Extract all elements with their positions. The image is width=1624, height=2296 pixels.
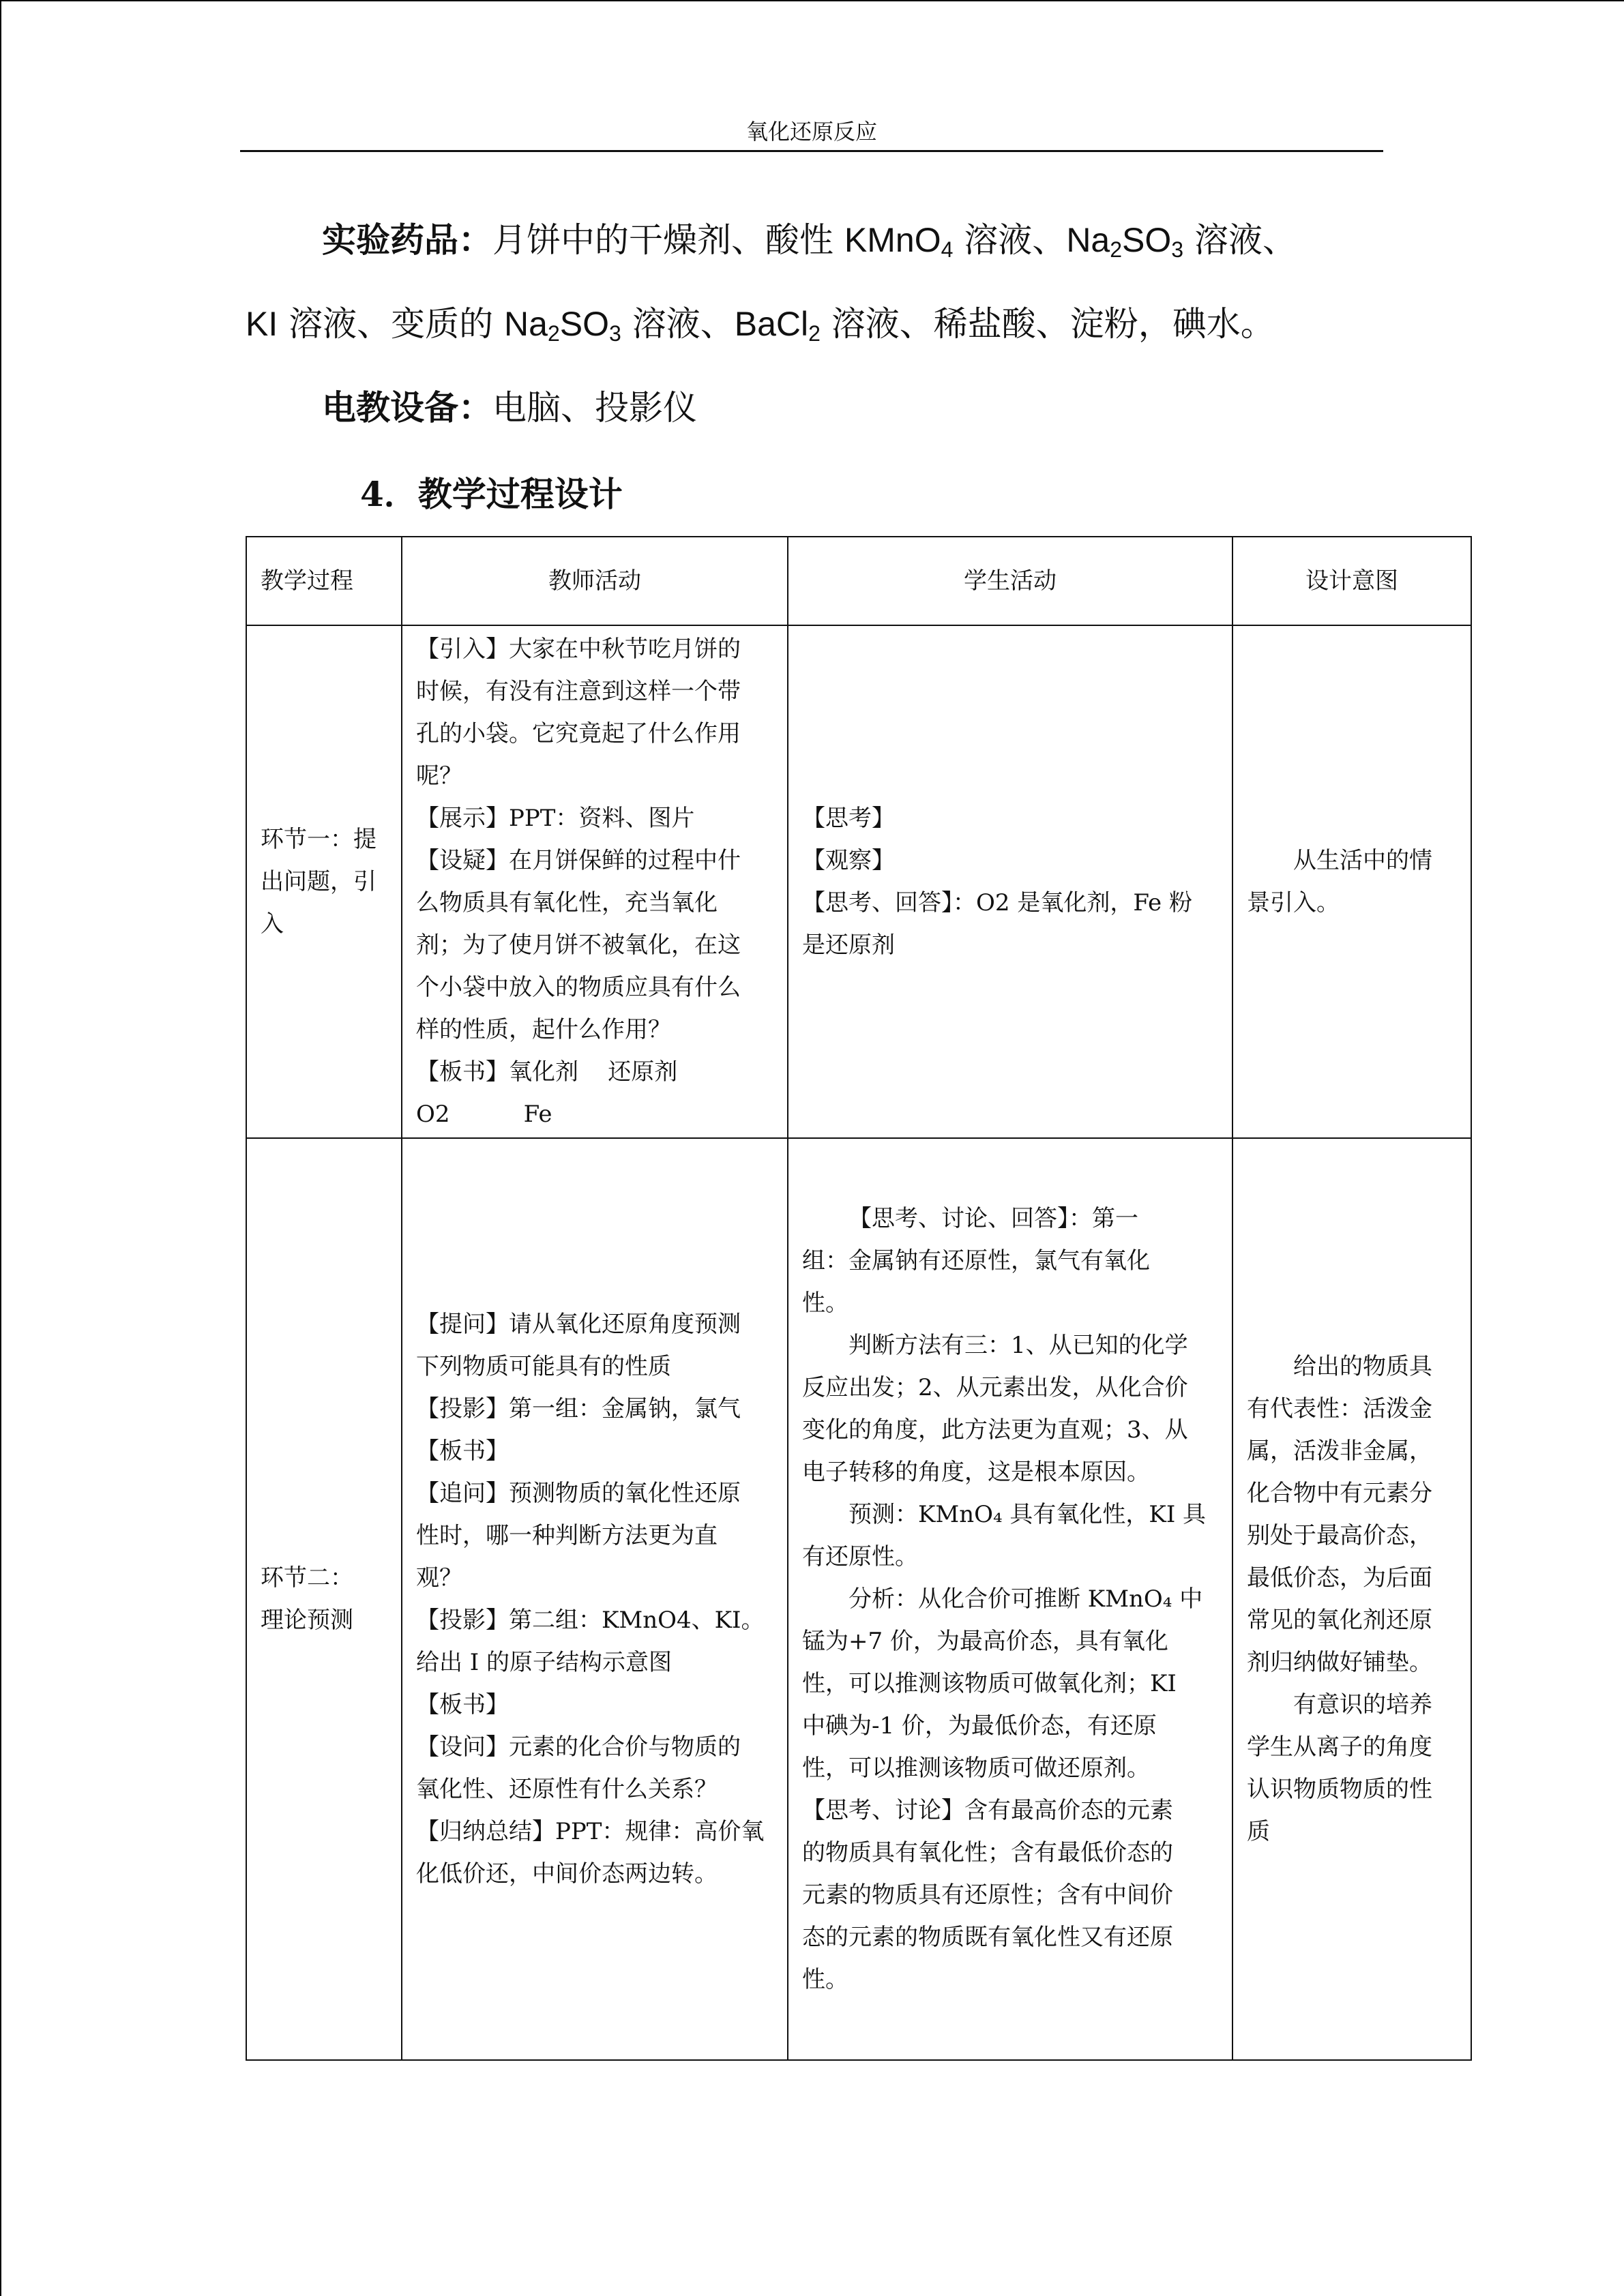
cell-line: 认识物质物质的性: [1247, 1776, 1432, 1803]
cell-line: O2 Fe: [416, 1101, 552, 1128]
section-title: 4．教学过程设计: [360, 474, 623, 514]
formula-sub: 2: [1110, 237, 1123, 262]
cell-line: 化合物中有元素分: [1247, 1480, 1432, 1507]
design-intent-cell: [1232, 1138, 1471, 2060]
cell-line: 中碘为-1 价，为最低价态，有还原: [802, 1712, 1157, 1740]
materials-text: 溶液、稀盐酸、淀粉，碘水。: [820, 304, 1275, 344]
formula-sub: 2: [547, 321, 560, 346]
cell-line: 组：金属钠有还原性，氯气有氧化: [802, 1247, 1150, 1274]
header-cell-student: 学生活动: [788, 537, 1232, 625]
formula-na2so3: Na: [504, 305, 548, 343]
header-cell-stage: 教学过程: [246, 537, 402, 625]
cell-line: 化低价还，中间价态两边转。: [416, 1860, 718, 1888]
equipment-label: 电教设备：: [322, 387, 492, 428]
cell-line: 性时，哪一种判断方法更为直: [416, 1522, 718, 1549]
cell-line: 给出 I 的原子结构示意图: [416, 1649, 673, 1676]
cell-line: 氧化性、还原性有什么关系？: [416, 1776, 718, 1803]
cell-line: 有代表性：活泼金: [1247, 1395, 1432, 1422]
page-border-top: [0, 0, 1624, 1]
cell-line: 剂归纳做好铺垫。: [1247, 1649, 1432, 1676]
formula-kmno4: KMnO: [844, 221, 941, 259]
cell-line: 锰为+7 价，为最高价态，具有氧化: [802, 1628, 1168, 1655]
cell-line: 出问题，引: [261, 868, 377, 895]
formula-na2so3: SO: [1122, 221, 1172, 259]
materials-text: 溶液、: [953, 220, 1067, 260]
formula-na2so3: Na: [1066, 221, 1110, 259]
cell-line: 属，活泼非金属，: [1247, 1437, 1432, 1465]
cell-line: 性。: [802, 1966, 848, 1993]
formula-bacl2: BaCl: [734, 305, 809, 343]
cell-line: 【展示】PPT：资料、图片: [416, 805, 695, 832]
teaching-process-table: [246, 536, 1472, 2061]
cell-line: 环节一：提: [261, 826, 377, 853]
cell-line: 学生从离子的角度: [1247, 1733, 1432, 1761]
cell-line: 态的元素的物质既有氧化性又有还原: [802, 1924, 1173, 1951]
cell-line: 孔的小袋。它究竟起了什么作用: [416, 720, 741, 747]
cell-line: 【观察】: [802, 847, 895, 874]
formula-na2so3: SO: [559, 305, 610, 343]
cell-line: 个小袋中放入的物质应具有什么: [416, 974, 741, 1001]
cell-line: 质: [1247, 1818, 1270, 1845]
materials-line-1: [322, 213, 1297, 267]
stage-cell: [246, 625, 402, 1138]
cell-line: 【板书】: [416, 1691, 509, 1718]
cell-line: 【投影】第一组：金属钠，氯气: [416, 1395, 741, 1422]
cell-line: 【思考、回答】：O2 是氧化剂，Fe 粉: [802, 889, 1192, 916]
cell-line: 观？: [416, 1564, 462, 1592]
table-row-stage-1: [246, 625, 1471, 1138]
header-cell-teacher: 教师活动: [402, 537, 788, 625]
formula-sub: 2: [808, 321, 821, 346]
cell-line: 预测：KMnO₄ 具有氧化性，KI 具: [848, 1501, 1207, 1528]
teacher-activity-cell: [402, 625, 788, 1138]
cell-line: 呢？: [416, 762, 462, 790]
materials-text: 溶液、: [1183, 220, 1297, 260]
table-row-stage-2: [246, 1138, 1471, 2060]
cell-line: 样的性质，起什么作用？: [416, 1016, 671, 1043]
cell-line: 么物质具有氧化性，充当氧化: [416, 889, 718, 916]
stage-cell: [246, 1138, 402, 2060]
cell-line: 的物质具有氧化性；含有最低价态的: [802, 1839, 1173, 1866]
cell-line: 给出的物质具: [1293, 1353, 1432, 1380]
cell-line: 常见的氧化剂还原: [1247, 1607, 1432, 1634]
cell-line: 理论预测: [261, 1607, 353, 1634]
formula-sub: 4: [941, 237, 954, 262]
cell-line: 【板书】: [416, 1437, 509, 1465]
cell-line: 有意识的培养: [1293, 1691, 1432, 1718]
cell-line: 反应出发；2、从元素出发，从化合价: [802, 1374, 1188, 1401]
cell-line: 时候，有没有注意到这样一个带: [416, 678, 741, 705]
cell-line: 【设疑】在月饼保鲜的过程中什: [416, 847, 741, 874]
cell-line: 电子转移的角度，这是根本原因。: [802, 1459, 1150, 1486]
cell-line: 【思考、讨论、回答】：第一: [848, 1205, 1138, 1232]
cell-line: 【归纳总结】PPT：规律：高价氧: [416, 1818, 765, 1845]
cell-line: 【引入】大家在中秋节吃月饼的: [416, 636, 741, 663]
cell-line: 【设问】元素的化合价与物质的: [416, 1733, 741, 1761]
cell-line: 分析：从化合价可推断 KMnO₄ 中: [848, 1585, 1203, 1613]
table-header-row: [246, 537, 1471, 625]
teacher-activity-cell: [402, 1138, 788, 2060]
cell-line: 【板书】氧化剂 还原剂: [416, 1058, 678, 1086]
student-activity-cell: [788, 625, 1232, 1138]
cell-line: 元素的物质具有还原性；含有中间价: [802, 1881, 1173, 1909]
page-border-left: [0, 0, 1, 2296]
formula-ki: KI: [246, 305, 278, 343]
materials-text: 溶液、: [621, 304, 735, 344]
cell-line: 最低价态，为后面: [1247, 1564, 1432, 1592]
cell-line: 性，可以推测该物质可做氧化剂；KI: [802, 1670, 1177, 1697]
cell-line: 有还原性。: [802, 1543, 918, 1570]
cell-line: 变化的角度，此方法更为直观；3、从: [802, 1416, 1188, 1444]
cell-line: 别处于最高价态，: [1247, 1522, 1432, 1549]
formula-sub: 3: [609, 321, 621, 346]
cell-line: 景引入。: [1247, 889, 1340, 916]
equipment-text: 电脑、投影仪: [492, 388, 697, 428]
formula-sub: 3: [1171, 237, 1184, 262]
cell-line: 【思考、讨论】含有最高价态的元素: [802, 1797, 1173, 1824]
cell-line: 环节二：: [261, 1564, 353, 1592]
header-rule: [240, 150, 1383, 152]
cell-line: 【思考】: [802, 805, 895, 832]
student-activity-cell: [788, 1138, 1232, 2060]
cell-line: 性。: [802, 1289, 848, 1317]
equipment-line: [322, 381, 697, 435]
cell-line: 判断方法有三：1、从已知的化学: [848, 1332, 1188, 1359]
header-cell-intent: 设计意图: [1232, 537, 1471, 625]
cell-line: 【投影】第二组：KMnO4、KI。: [416, 1607, 765, 1634]
cell-line: 入: [261, 910, 284, 938]
materials-label: 实验药品：: [322, 220, 492, 260]
design-intent-cell: [1232, 625, 1471, 1138]
cell-line: 性，可以推测该物质可做还原剂。: [802, 1755, 1150, 1782]
cell-line: 【提问】请从氧化还原角度预测: [416, 1311, 741, 1338]
page-header: 氧化还原反应: [745, 119, 877, 145]
cell-line: 剂；为了使月饼不被氧化，在这: [416, 931, 741, 959]
cell-line: 【追问】预测物质的氧化性还原: [416, 1480, 741, 1507]
materials-line-2: [246, 297, 1275, 351]
cell-line: 下列物质可能具有的性质: [416, 1353, 671, 1380]
materials-text: 月饼中的干燥剂、酸性: [492, 220, 844, 260]
cell-line: 是还原剂: [802, 931, 895, 959]
materials-text: 溶液、变质的: [278, 304, 505, 344]
cell-line: 从生活中的情: [1293, 847, 1432, 874]
